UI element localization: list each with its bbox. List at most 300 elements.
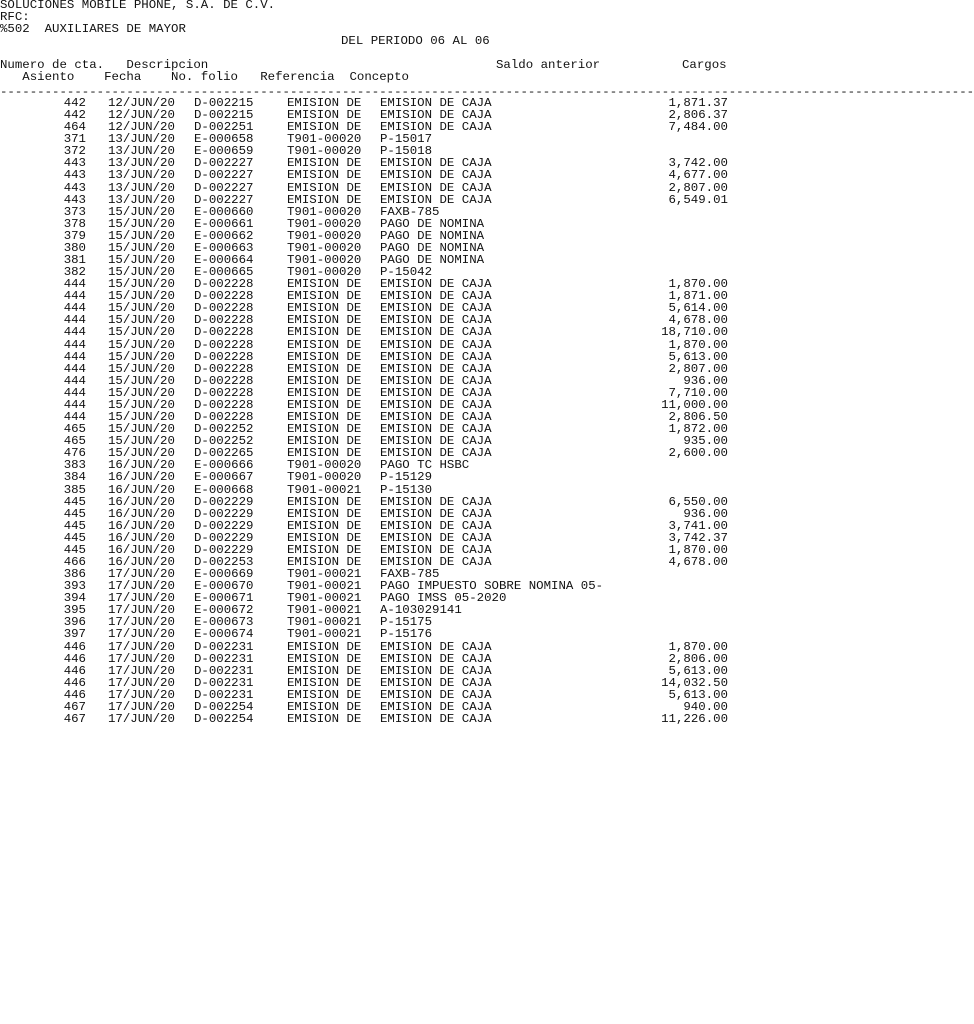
- referencia-cell: EMISION DE: [287, 301, 362, 316]
- fecha-cell: 15/JUN/20: [108, 228, 175, 243]
- fecha-cell: 16/JUN/20: [108, 494, 175, 509]
- asiento-cell: 465: [63, 434, 86, 449]
- referencia-cell: T901-00021: [287, 482, 362, 497]
- fecha-cell: 15/JUN/20: [108, 434, 175, 449]
- table-row: [0, 713, 768, 725]
- folio-cell: E-000664: [194, 253, 254, 268]
- concepto-cell: EMISION DE CAJA: [380, 385, 492, 400]
- asiento-cell: 443: [63, 180, 86, 195]
- concepto-cell: P-15130: [380, 482, 433, 497]
- fecha-cell: 13/JUN/20: [108, 156, 175, 171]
- concepto-cell: EMISION DE CAJA: [380, 277, 492, 292]
- cargo-cell: 1,870.00: [668, 277, 728, 292]
- cargo-cell: 936.00: [683, 373, 728, 388]
- fecha-cell: 15/JUN/20: [108, 361, 175, 376]
- asiento-cell: 373: [63, 204, 86, 219]
- folio-cell: D-002229: [194, 506, 254, 521]
- concepto-cell: EMISION DE CAJA: [380, 325, 492, 340]
- asiento-cell: 444: [63, 277, 86, 292]
- fecha-cell: 17/JUN/20: [108, 591, 175, 606]
- referencia-cell: T901-00020: [287, 204, 362, 219]
- table-row: [0, 339, 768, 351]
- cargo-cell: 935.00: [683, 434, 728, 449]
- table-row: [0, 484, 768, 496]
- referencia-cell: EMISION DE: [287, 422, 362, 437]
- fecha-cell: 13/JUN/20: [108, 132, 175, 147]
- cargo-cell: 936.00: [683, 506, 728, 521]
- asiento-cell: 442: [63, 96, 86, 110]
- folio-cell: D-002227: [194, 192, 254, 207]
- folio-cell: D-002253: [194, 554, 254, 569]
- asiento-cell: 382: [63, 265, 86, 280]
- asiento-cell: 444: [63, 325, 86, 340]
- referencia-cell: EMISION DE: [287, 397, 362, 412]
- cargo-cell: 2,807.00: [668, 361, 728, 376]
- concepto-cell: EMISION DE CAJA: [380, 180, 492, 195]
- concepto-cell: FAXB-785: [380, 204, 440, 219]
- table-row: [0, 363, 768, 375]
- referencia-cell: T901-00020: [287, 253, 362, 268]
- fecha-cell: 15/JUN/20: [108, 373, 175, 388]
- fecha-cell: 16/JUN/20: [108, 530, 175, 545]
- fecha-cell: 15/JUN/20: [108, 397, 175, 412]
- asiento-cell: 444: [63, 289, 86, 304]
- asiento-cell: 371: [63, 132, 86, 147]
- referencia-cell: EMISION DE: [287, 349, 362, 364]
- table-row: [0, 169, 768, 181]
- folio-cell: D-002228: [194, 373, 254, 388]
- asiento-cell: 443: [63, 156, 86, 171]
- separator-rule: -----------------------------------------------------------------------------------------------------------------------------------: [0, 85, 974, 99]
- folio-cell: D-002231: [194, 687, 254, 702]
- cargo-cell: 7,710.00: [668, 385, 728, 400]
- folio-cell: E-000674: [194, 627, 254, 642]
- asiento-cell: 446: [63, 639, 86, 654]
- concepto-cell: PAGO TC HSBC: [380, 458, 470, 473]
- folio-cell: D-002252: [194, 422, 254, 437]
- concepto-cell: EMISION DE CAJA: [380, 108, 492, 123]
- asiento-cell: 464: [63, 120, 86, 135]
- asiento-cell: 444: [63, 410, 86, 425]
- asiento-cell: 384: [63, 470, 86, 485]
- fecha-cell: 17/JUN/20: [108, 603, 175, 618]
- referencia-cell: EMISION DE: [287, 542, 362, 557]
- asiento-cell: 444: [63, 361, 86, 376]
- folio-cell: E-000663: [194, 240, 254, 255]
- concepto-cell: EMISION DE CAJA: [380, 675, 492, 690]
- folio-cell: E-000672: [194, 603, 254, 618]
- folio-cell: E-000667: [194, 470, 254, 485]
- concepto-cell: EMISION DE CAJA: [380, 663, 492, 678]
- fecha-cell: 16/JUN/20: [108, 458, 175, 473]
- fecha-cell: 15/JUN/20: [108, 446, 175, 461]
- header-cargos: Cargos: [682, 58, 727, 72]
- asiento-cell: 393: [63, 579, 86, 594]
- referencia-cell: T901-00021: [287, 603, 362, 618]
- folio-cell: D-002229: [194, 494, 254, 509]
- fecha-cell: 17/JUN/20: [108, 699, 175, 714]
- folio-cell: D-002228: [194, 385, 254, 400]
- asiento-cell: 446: [63, 675, 86, 690]
- folio-cell: D-002228: [194, 301, 254, 316]
- fecha-cell: 15/JUN/20: [108, 216, 175, 231]
- folio-cell: D-002227: [194, 168, 254, 183]
- referencia-cell: EMISION DE: [287, 313, 362, 328]
- concepto-cell: P-15176: [380, 627, 433, 642]
- concepto-cell: EMISION DE CAJA: [380, 506, 492, 521]
- folio-cell: E-000658: [194, 132, 254, 147]
- folio-cell: E-000671: [194, 591, 254, 606]
- fecha-cell: 15/JUN/20: [108, 313, 175, 328]
- table-row: [0, 665, 768, 677]
- asiento-cell: 445: [63, 494, 86, 509]
- referencia-cell: EMISION DE: [287, 494, 362, 509]
- concepto-cell: EMISION DE CAJA: [380, 349, 492, 364]
- cargo-cell: 3,742.00: [668, 156, 728, 171]
- referencia-cell: EMISION DE: [287, 651, 362, 666]
- cargo-cell: 4,677.00: [668, 168, 728, 183]
- cargo-cell: 11,226.00: [661, 711, 728, 726]
- folio-cell: D-002228: [194, 349, 254, 364]
- folio-cell: D-002231: [194, 651, 254, 666]
- cargo-cell: 4,678.00: [668, 313, 728, 328]
- referencia-cell: T901-00020: [287, 228, 362, 243]
- asiento-cell: 444: [63, 373, 86, 388]
- referencia-cell: EMISION DE: [287, 410, 362, 425]
- fecha-cell: 16/JUN/20: [108, 518, 175, 533]
- cargo-cell: 1,872.00: [668, 422, 728, 437]
- fecha-cell: 17/JUN/20: [108, 675, 175, 690]
- table-row: [0, 182, 768, 194]
- referencia-cell: EMISION DE: [287, 711, 362, 726]
- asiento-cell: 443: [63, 168, 86, 183]
- concepto-cell: EMISION DE CAJA: [380, 554, 492, 569]
- referencia-cell: EMISION DE: [287, 373, 362, 388]
- table-row: [0, 496, 768, 508]
- fecha-cell: 12/JUN/20: [108, 108, 175, 123]
- fecha-cell: 17/JUN/20: [108, 639, 175, 654]
- fecha-cell: 13/JUN/20: [108, 144, 175, 159]
- concepto-cell: EMISION DE CAJA: [380, 192, 492, 207]
- concepto-cell: EMISION DE CAJA: [380, 168, 492, 183]
- referencia-cell: T901-00020: [287, 265, 362, 280]
- concepto-cell: PAGO DE NOMINA: [380, 216, 485, 231]
- concepto-cell: EMISION DE CAJA: [380, 639, 492, 654]
- concepto-cell: EMISION DE CAJA: [380, 711, 492, 726]
- referencia-cell: EMISION DE: [287, 337, 362, 352]
- asiento-cell: 381: [63, 253, 86, 268]
- folio-cell: D-002228: [194, 397, 254, 412]
- cargo-cell: 3,741.00: [668, 518, 728, 533]
- referencia-cell: T901-00021: [287, 579, 362, 594]
- folio-cell: D-002228: [194, 337, 254, 352]
- table-row: [0, 508, 768, 520]
- concepto-cell: EMISION DE CAJA: [380, 422, 492, 437]
- fecha-cell: 15/JUN/20: [108, 277, 175, 292]
- folio-cell: D-002229: [194, 530, 254, 545]
- folio-cell: D-002228: [194, 325, 254, 340]
- concepto-cell: P-15175: [380, 615, 433, 630]
- asiento-cell: 446: [63, 663, 86, 678]
- asiento-cell: 442: [63, 108, 86, 123]
- folio-cell: E-000668: [194, 482, 254, 497]
- concepto-cell: EMISION DE CAJA: [380, 361, 492, 376]
- concepto-cell: EMISION DE CAJA: [380, 434, 492, 449]
- cargo-cell: 6,549.01: [668, 192, 728, 207]
- concepto-cell: EMISION DE CAJA: [380, 699, 492, 714]
- concepto-cell: EMISION DE CAJA: [380, 397, 492, 412]
- concepto-cell: EMISION DE CAJA: [380, 410, 492, 425]
- cargo-cell: 2,806.00: [668, 651, 728, 666]
- folio-cell: D-002227: [194, 156, 254, 171]
- table-row: [0, 628, 768, 640]
- cargo-cell: 7,484.00: [668, 120, 728, 135]
- cargo-cell: 18,710.00: [661, 325, 728, 340]
- asiento-cell: 379: [63, 228, 86, 243]
- cargo-cell: 2,806.50: [668, 410, 728, 425]
- fecha-cell: 17/JUN/20: [108, 651, 175, 666]
- concepto-cell: PAGO DE NOMINA: [380, 240, 485, 255]
- folio-cell: E-000666: [194, 458, 254, 473]
- concepto-cell: P-15018: [380, 144, 433, 159]
- referencia-cell: T901-00021: [287, 591, 362, 606]
- folio-cell: E-000660: [194, 204, 254, 219]
- cargo-cell: 5,613.00: [668, 687, 728, 702]
- cargo-cell: 4,678.00: [668, 554, 728, 569]
- referencia-cell: EMISION DE: [287, 120, 362, 135]
- concepto-cell: P-15042: [380, 265, 433, 280]
- referencia-cell: EMISION DE: [287, 506, 362, 521]
- asiento-cell: 444: [63, 301, 86, 316]
- folio-cell: D-002252: [194, 434, 254, 449]
- folio-cell: D-002215: [194, 96, 254, 110]
- cargo-cell: 11,000.00: [661, 397, 728, 412]
- fecha-cell: 15/JUN/20: [108, 289, 175, 304]
- concepto-cell: EMISION DE CAJA: [380, 494, 492, 509]
- concepto-cell: EMISION DE CAJA: [380, 156, 492, 171]
- table-row: [0, 351, 768, 363]
- asiento-cell: 394: [63, 591, 86, 606]
- fecha-cell: 16/JUN/20: [108, 482, 175, 497]
- table-row: [0, 653, 768, 665]
- concepto-cell: EMISION DE CAJA: [380, 373, 492, 388]
- fecha-cell: 12/JUN/20: [108, 96, 175, 110]
- cargo-cell: 5,613.00: [668, 663, 728, 678]
- asiento-cell: 396: [63, 615, 86, 630]
- fecha-cell: 15/JUN/20: [108, 422, 175, 437]
- folio-cell: D-002229: [194, 518, 254, 533]
- referencia-cell: EMISION DE: [287, 156, 362, 171]
- concepto-cell: FAXB-785: [380, 567, 440, 582]
- fecha-cell: 16/JUN/20: [108, 554, 175, 569]
- fecha-cell: 15/JUN/20: [108, 337, 175, 352]
- fecha-cell: 13/JUN/20: [108, 168, 175, 183]
- rfc-label: RFC:: [0, 10, 30, 24]
- asiento-cell: 378: [63, 216, 86, 231]
- asiento-cell: 445: [63, 542, 86, 557]
- referencia-cell: EMISION DE: [287, 168, 362, 183]
- concepto-cell: P-15129: [380, 470, 433, 485]
- concepto-cell: EMISION DE CAJA: [380, 337, 492, 352]
- referencia-cell: EMISION DE: [287, 518, 362, 533]
- fecha-cell: 13/JUN/20: [108, 192, 175, 207]
- concepto-cell: EMISION DE CAJA: [380, 120, 492, 135]
- asiento-cell: 385: [63, 482, 86, 497]
- referencia-cell: EMISION DE: [287, 663, 362, 678]
- asiento-cell: 445: [63, 506, 86, 521]
- folio-cell: D-002228: [194, 361, 254, 376]
- folio-cell: D-002228: [194, 277, 254, 292]
- referencia-cell: EMISION DE: [287, 434, 362, 449]
- concepto-cell: EMISION DE CAJA: [380, 96, 492, 110]
- folio-cell: E-000669: [194, 567, 254, 582]
- referencia-cell: EMISION DE: [287, 385, 362, 400]
- asiento-cell: 444: [63, 313, 86, 328]
- table-row: [0, 641, 768, 653]
- fecha-cell: 16/JUN/20: [108, 542, 175, 557]
- cargo-cell: 6,550.00: [668, 494, 728, 509]
- fecha-cell: 15/JUN/20: [108, 265, 175, 280]
- fecha-cell: 15/JUN/20: [108, 204, 175, 219]
- concepto-cell: PAGO IMPUESTO SOBRE NOMINA 05-: [380, 579, 604, 594]
- referencia-cell: EMISION DE: [287, 192, 362, 207]
- folio-cell: D-002231: [194, 663, 254, 678]
- cargo-cell: 3,742.37: [668, 530, 728, 545]
- referencia-cell: T901-00020: [287, 132, 362, 147]
- fecha-cell: 17/JUN/20: [108, 567, 175, 582]
- folio-cell: D-002254: [194, 699, 254, 714]
- referencia-cell: EMISION DE: [287, 675, 362, 690]
- cargo-cell: 1,870.00: [668, 542, 728, 557]
- ledger-rows: [0, 97, 768, 725]
- header-saldo-anterior: Saldo anterior: [496, 58, 601, 72]
- asiento-cell: 386: [63, 567, 86, 582]
- cargo-cell: 1,871.37: [668, 96, 728, 110]
- referencia-cell: T901-00021: [287, 615, 362, 630]
- folio-cell: D-002215: [194, 108, 254, 123]
- cargo-cell: 5,613.00: [668, 349, 728, 364]
- asiento-cell: 445: [63, 518, 86, 533]
- cargo-cell: 1,870.00: [668, 639, 728, 654]
- concepto-cell: PAGO DE NOMINA: [380, 228, 485, 243]
- referencia-cell: EMISION DE: [287, 289, 362, 304]
- concepto-cell: PAGO DE NOMINA: [380, 253, 485, 268]
- asiento-cell: 395: [63, 603, 86, 618]
- concepto-cell: EMISION DE CAJA: [380, 313, 492, 328]
- cargo-cell: 1,871.00: [668, 289, 728, 304]
- header-account-description: Numero de cta. Descripcion: [0, 58, 209, 72]
- referencia-cell: EMISION DE: [287, 699, 362, 714]
- folio-cell: D-002228: [194, 289, 254, 304]
- concepto-cell: EMISION DE CAJA: [380, 301, 492, 316]
- fecha-cell: 15/JUN/20: [108, 240, 175, 255]
- referencia-cell: T901-00021: [287, 567, 362, 582]
- folio-cell: D-002228: [194, 410, 254, 425]
- asiento-cell: 446: [63, 651, 86, 666]
- referencia-cell: EMISION DE: [287, 446, 362, 461]
- asiento-cell: 443: [63, 192, 86, 207]
- referencia-cell: EMISION DE: [287, 687, 362, 702]
- asiento-cell: 444: [63, 397, 86, 412]
- folio-cell: D-002231: [194, 675, 254, 690]
- referencia-cell: EMISION DE: [287, 96, 362, 110]
- fecha-cell: 17/JUN/20: [108, 627, 175, 642]
- fecha-cell: 15/JUN/20: [108, 325, 175, 340]
- referencia-cell: EMISION DE: [287, 108, 362, 123]
- cargo-cell: 1,870.00: [668, 337, 728, 352]
- referencia-cell: T901-00020: [287, 470, 362, 485]
- concepto-cell: EMISION DE CAJA: [380, 530, 492, 545]
- asiento-cell: 465: [63, 422, 86, 437]
- folio-cell: E-000670: [194, 579, 254, 594]
- referencia-cell: T901-00020: [287, 240, 362, 255]
- folio-cell: D-002228: [194, 313, 254, 328]
- fecha-cell: 16/JUN/20: [108, 470, 175, 485]
- asiento-cell: 467: [63, 699, 86, 714]
- concepto-cell: A-103029141: [380, 603, 462, 618]
- folio-cell: D-002254: [194, 711, 254, 726]
- fecha-cell: 13/JUN/20: [108, 180, 175, 195]
- cargo-cell: 2,600.00: [668, 446, 728, 461]
- concepto-cell: PAGO IMSS 05-2020: [380, 591, 507, 606]
- table-row: [0, 326, 768, 338]
- asiento-cell: 383: [63, 458, 86, 473]
- fecha-cell: 17/JUN/20: [108, 663, 175, 678]
- period-label: DEL PERIODO 06 AL 06: [341, 34, 490, 48]
- asiento-cell: 372: [63, 144, 86, 159]
- referencia-cell: T901-00020: [287, 216, 362, 231]
- referencia-cell: T901-00021: [287, 627, 362, 642]
- referencia-cell: EMISION DE: [287, 180, 362, 195]
- fecha-cell: 15/JUN/20: [108, 349, 175, 364]
- cargo-cell: 940.00: [683, 699, 728, 714]
- folio-cell: E-000665: [194, 265, 254, 280]
- concepto-cell: EMISION DE CAJA: [380, 289, 492, 304]
- referencia-cell: T901-00020: [287, 458, 362, 473]
- referencia-cell: EMISION DE: [287, 277, 362, 292]
- fecha-cell: 12/JUN/20: [108, 120, 175, 135]
- asiento-cell: 397: [63, 627, 86, 642]
- referencia-cell: EMISION DE: [287, 361, 362, 376]
- concepto-cell: EMISION DE CAJA: [380, 542, 492, 557]
- concepto-cell: EMISION DE CAJA: [380, 446, 492, 461]
- header-entry-columns: Asiento Fecha No. folio Referencia Concepto: [0, 70, 409, 84]
- asiento-cell: 467: [63, 711, 86, 726]
- folio-cell: D-002265: [194, 446, 254, 461]
- folio-cell: E-000673: [194, 615, 254, 630]
- fecha-cell: 17/JUN/20: [108, 615, 175, 630]
- folio-cell: D-002229: [194, 542, 254, 557]
- company-name: SOLUCIONES MOBILE PHONE, S.A. DE C.V.: [0, 0, 276, 12]
- cargo-cell: 2,806.37: [668, 108, 728, 123]
- folio-cell: D-002251: [194, 120, 254, 135]
- table-row: [0, 471, 768, 483]
- concepto-cell: EMISION DE CAJA: [380, 518, 492, 533]
- asiento-cell: 476: [63, 446, 86, 461]
- asiento-cell: 444: [63, 337, 86, 352]
- fecha-cell: 15/JUN/20: [108, 253, 175, 268]
- fecha-cell: 17/JUN/20: [108, 687, 175, 702]
- referencia-cell: EMISION DE: [287, 639, 362, 654]
- folio-cell: D-002227: [194, 180, 254, 195]
- asiento-cell: 444: [63, 385, 86, 400]
- fecha-cell: 15/JUN/20: [108, 385, 175, 400]
- fecha-cell: 15/JUN/20: [108, 410, 175, 425]
- asiento-cell: 466: [63, 554, 86, 569]
- asiento-cell: 445: [63, 530, 86, 545]
- table-row: [0, 206, 768, 218]
- referencia-cell: EMISION DE: [287, 554, 362, 569]
